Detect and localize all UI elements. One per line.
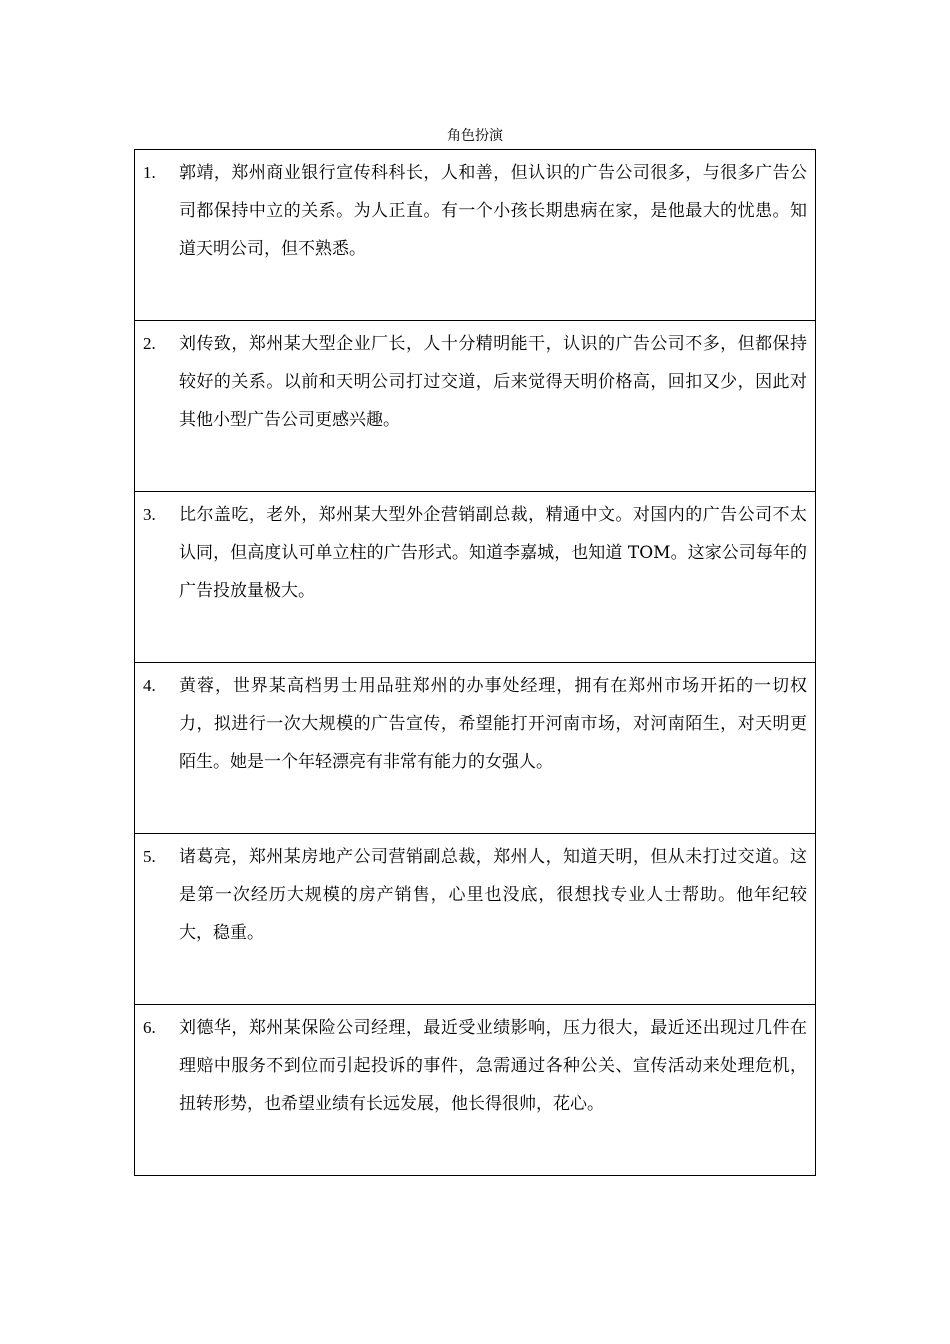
- table-row: [135, 321, 816, 492]
- entry-number: 5.: [143, 847, 156, 866]
- list-item: [135, 150, 815, 268]
- list-item: [135, 1005, 815, 1123]
- role-cell-5: [135, 834, 816, 1005]
- entry-text: 刘德华，郑州某保险公司经理，最近受业绩影响，压力很大，最近还出现过几件在理赔中服务不到位而引起投诉的事件，急需通过各种公关、宣传活动来处理危机，扭转形势，也希望业绩有长远发展，他长得很帅，花心。: [179, 1018, 807, 1114]
- entry-text: 诸葛亮，郑州某房地产公司营销副总裁，郑州人，知道天明，但从未打过交道。这是第一次经历大规模的房产销售，心里也没底，很想找专业人士帮助。他年纪较大，稳重。: [179, 847, 807, 943]
- role-table: [134, 149, 816, 1176]
- document-title: 角色扮演: [447, 128, 503, 144]
- entry-text: 郭靖，郑州商业银行宣传科科长，人和善，但认识的广告公司很多，与很多广告公司都保持中立的关系。为人正直。有一个小孩长期患病在家，是他最大的忧患。知道天明公司，但不熟悉。: [179, 163, 807, 259]
- entry-text: 黄蓉，世界某高档男士用品驻郑州的办事处经理，拥有在郑州市场开拓的一切权力，拟进行一次大规模的广告宣传，希望能打开河南市场，对河南陌生，对天明更陌生。她是一个年轻漂亮有非常有能力的女强人。: [179, 676, 807, 772]
- entry-text: 刘传致，郑州某大型企业厂长，人十分精明能干，认识的广告公司不多，但都保持较好的关系。以前和天明公司打过交道，后来觉得天明价格高，回扣又少，因此对其他小型广告公司更感兴趣。: [179, 334, 807, 430]
- list-item: [135, 321, 815, 439]
- role-cell-1: [135, 150, 816, 321]
- entry-number: 4.: [143, 676, 156, 695]
- role-cell-3: [135, 492, 816, 663]
- list-item: [135, 834, 815, 952]
- entry-number: 3.: [143, 505, 156, 524]
- table-row: [135, 834, 816, 1005]
- entry-text: 比尔盖吃，老外，郑州某大型外企营销副总裁，精通中文。对国内的广告公司不太认同，但高度认可单立柱的广告形式。知道李嘉城，也知道 TOM。这家公司每年的广告投放量极大。: [179, 505, 807, 601]
- entry-number: 6.: [143, 1018, 156, 1037]
- role-cell-4: [135, 663, 816, 834]
- list-item: [135, 492, 815, 610]
- table-row: [135, 1005, 816, 1176]
- entry-number: 2.: [143, 334, 156, 353]
- role-cell-2: [135, 321, 816, 492]
- table-row: [135, 663, 816, 834]
- role-cell-6: [135, 1005, 816, 1176]
- list-item: [135, 663, 815, 781]
- table-row: [135, 150, 816, 321]
- table-row: [135, 492, 816, 663]
- entry-number: 1.: [143, 163, 156, 182]
